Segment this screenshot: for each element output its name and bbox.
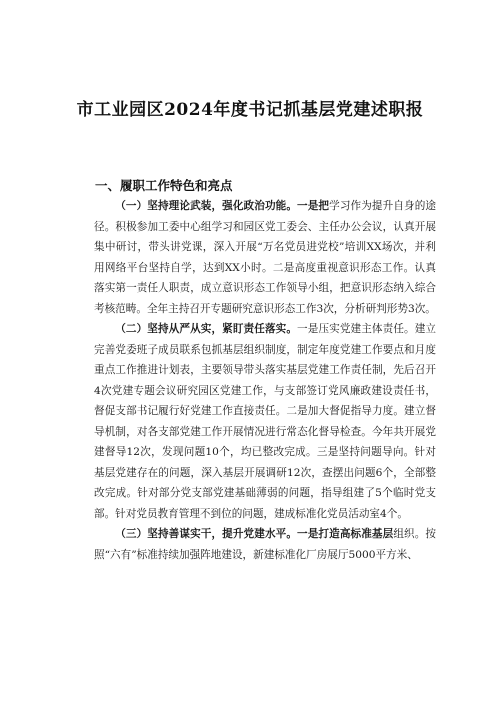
document-title: 市工业园区2024年度书记抓基层党建述职报 <box>76 100 424 120</box>
paragraph-1-text: 学习作为提升自身的途径。积极参加工委中心组学习和园区党工委会、主任办公会议，认真开展集中研讨，带头讲党课，深入开展“万名党员进党校”培训XX场次，并利用网络平台坚持自学，达到XX小时。二是高度重视意识形态工作。认真落实第一责任人职责，成立意识形态工作领导小组，把意识形态纳入综合考核范畴。全年主持召开专题研究意识形态工作3次，分析研判形势3次。 <box>94 200 437 315</box>
paragraph-2-text: 一是压实党建主体责任。建立完善党委班子成员联系包抓基层组织制度，制定年度党建工作要点和月度重点工作推进计划表，主要领导带头落实基层党建工作责任制，先后召开4次党建专题会议研究园区党建工作，与支部签订党风廉政建设责任书，督促支部书记履行好党建工作直接责任。二是加大督促指导力度。建立督导机制，对各支部党建工作开展情况进行常态化督导检查。今年共开展党建督导12次，发现问题10个，均已整改完成。三是坚持问题导向。针对基层党建存在的问题，深入基层开展调研12次，查摆出问题6个，全部整改完成。针对部分党支部党建基础薄弱的问题，指导组建了5个临时党支部。针对党员教育管理不到位的问题，建成标准化党员活动室4个。 <box>94 323 437 520</box>
paragraph-2 <box>94 319 436 524</box>
paragraph-1 <box>94 196 436 319</box>
paragraph-3-heading: （三）坚持善谋实干，提升党建水平。一是打造高标准基层 <box>115 528 394 540</box>
paragraph-3-text: 组织。按照“六有”标准持续加强阵地建设，新建标准化厂房展厅5000平方米、 <box>94 528 436 561</box>
document-body <box>94 196 436 565</box>
paragraph-3 <box>94 524 436 565</box>
section-heading: 一、履职工作特色和亮点 <box>95 178 233 193</box>
paragraph-1-heading: （一）坚持理论武装，强化政治功能。一是把 <box>115 200 330 212</box>
paragraph-2-heading: （二）坚持从严从实，紧盯责任落实。 <box>115 323 298 335</box>
